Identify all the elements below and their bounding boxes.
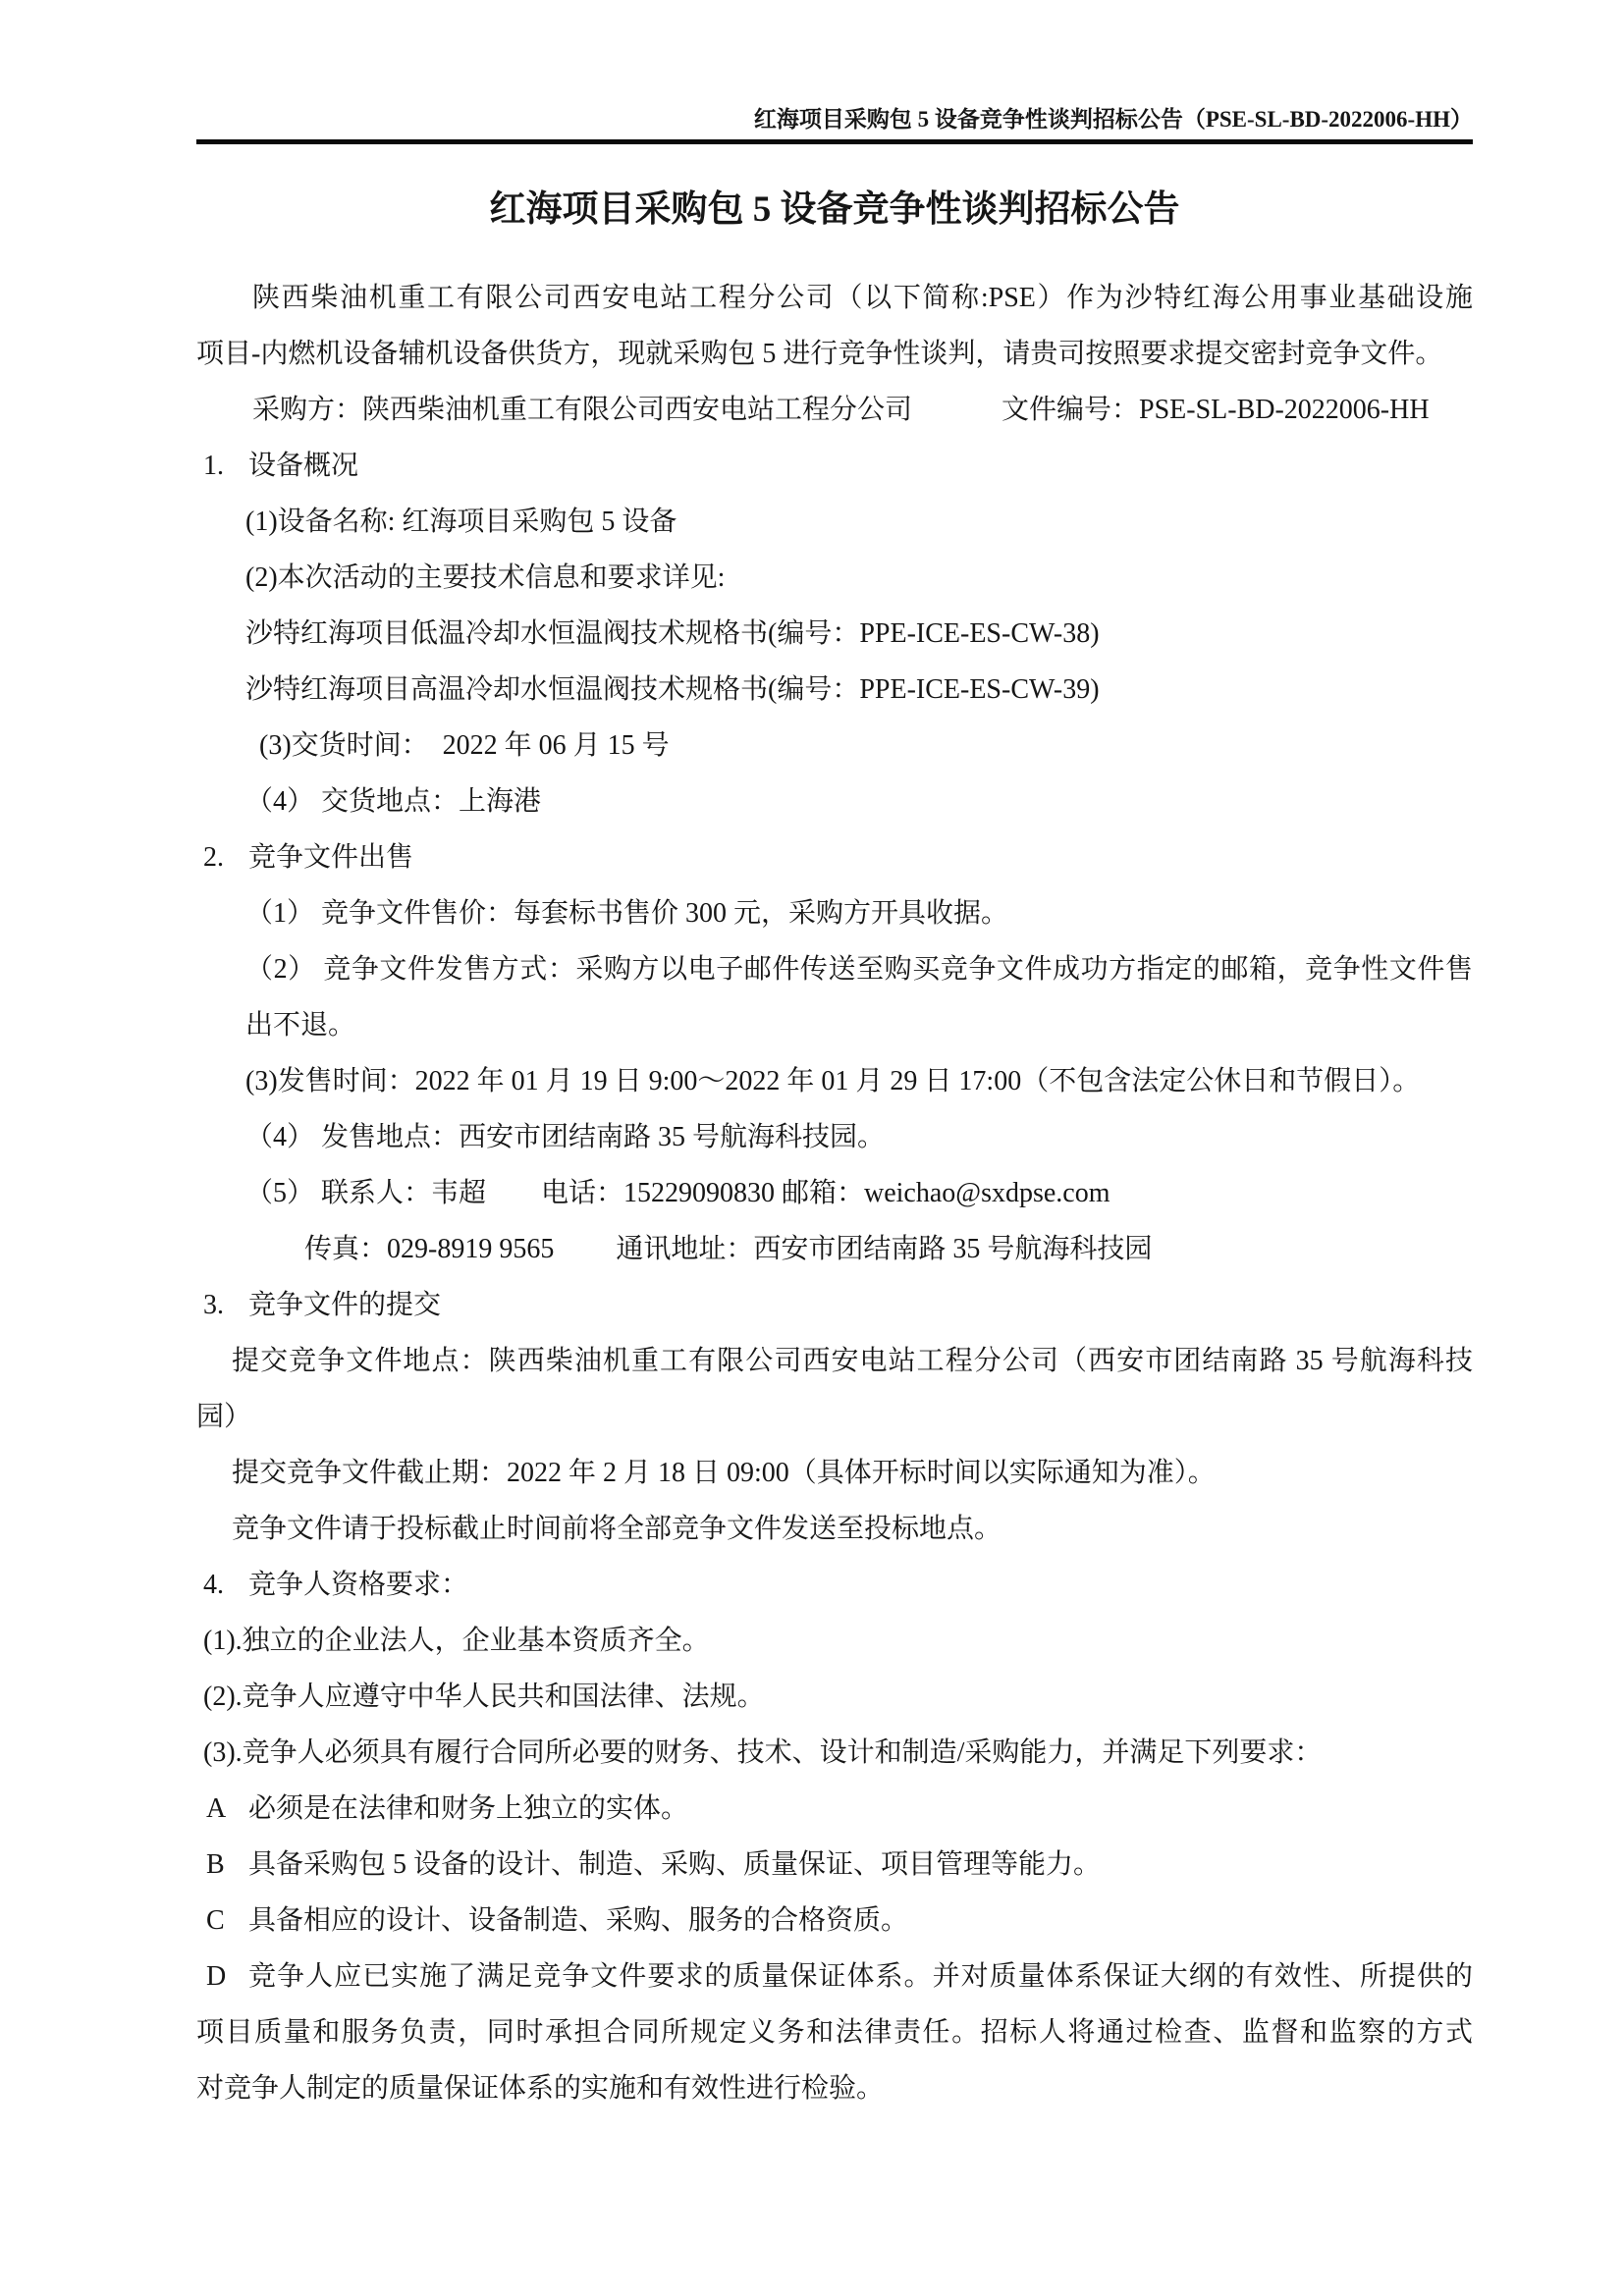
spec-high-temp: 沙特红海项目高温冷却水恒温阀技术规格书(编号：PPE-ICE-ES-CW-39) [245,674,1100,705]
submit-place-2: 园） [196,1402,252,1432]
header-title-line: 红海项目采购包 5 设备竞争性谈判招标公告（PSE-SL-BD-2022006-HH） [196,106,1473,144]
requirement-b-text: 具备采购包 5 设备的设计、制造、采购、质量保证、项目管理等能力。 [248,1849,1102,1880]
submit-note: 竞争文件请于投标截止时间前将全部竞争文件发送至投标地点。 [232,1514,1002,1544]
requirement-d-2: 项目质量和服务负责，同时承担合同所规定义务和法律责任。招标人将通过检查、监督和监察的方式 [196,2017,1473,2048]
section-3-heading [196,1277,1473,1333]
section-1-heading [196,438,1473,494]
section-4-heading-marker: 4. [203,1570,224,1600]
submit-place-1: 提交竞争文件地点：陕西柴油机重工有限公司西安电站工程分公司（西安市团结南路 35 号航海科技 [232,1346,1473,1376]
qualification-2: (2).竞争人应遵守中华人民共和国法律、法规。 [203,1682,765,1712]
section-2-heading [196,829,1473,885]
requirement-c [196,1893,1473,1949]
requirement-d-1-marker: D [206,1961,227,1992]
doc-delivery-method-1: （2） 竞争文件发售方式：采购方以电子邮件传送至购买竞争文件成功方指定的邮箱，竞争性文件售 [245,954,1473,985]
submit-deadline: 提交竞争文件截止期：2022 年 2 月 18 日 09:00（具体开标时间以实际通知为准）。 [232,1458,1216,1488]
equipment-name: (1)设备名称: 红海项目采购包 5 设备 [245,507,677,537]
requirement-a [196,1781,1473,1837]
section-2-heading-marker: 2. [203,842,224,873]
delivery-time: (3)交货时间： 2022 年 06 月 15 号 [259,730,670,761]
section-1-heading-marker: 1. [203,451,224,481]
section-4-heading-text: 竞争人资格要求： [248,1570,469,1600]
document-body [196,270,1473,2116]
delivery-place: （4） 交货地点：上海港 [245,786,542,817]
requirement-c-text: 具备相应的设计、设备制造、采购、服务的合格资质。 [248,1905,909,1936]
requirement-b-marker: B [206,1849,225,1880]
requirement-a-text: 必须是在法律和财务上独立的实体。 [248,1793,689,1824]
intro-line-2: 项目-内燃机设备辅机设备供货方，现就采购包 5 进行竞争性谈判，请贵司按照要求提交密封竞争文件。 [196,339,1443,369]
section-3-heading-text: 竞争文件的提交 [248,1290,442,1320]
section-4-heading [196,1557,1473,1613]
requirement-d-1 [196,1949,1473,2004]
requirement-d-3: 对竞争人制定的质量保证体系的实施和有效性进行检验。 [196,2073,885,2104]
qualification-3: (3).竞争人必须具有履行合同所必要的财务、技术、设计和制造/采购能力，并满足下列要求： [203,1737,1323,1768]
sale-place: （4） 发售地点：西安市团结南路 35 号航海科技园。 [245,1122,886,1152]
section-2-heading-text: 竞争文件出售 [248,842,414,873]
document-title: 红海项目采购包 5 设备竞争性谈判招标公告 [489,189,1180,230]
tech-info-intro: (2)本次活动的主要技术信息和要求详见: [245,562,726,593]
section-3-heading-marker: 3. [203,1290,224,1320]
doc-delivery-method-2: 出不退。 [245,1010,356,1041]
intro-line-1: 陕西柴油机重工有限公司西安电站工程分公司（以下简称:PSE）作为沙特红海公用事业基础设施 [252,283,1473,313]
requirement-a-marker: A [206,1793,227,1824]
contact-line: （5） 联系人：韦超 电话：15229090830 邮箱：weichao@sxdpse.com [245,1178,1110,1208]
requirement-c-marker: C [206,1905,225,1936]
qualification-1: (1).独立的企业法人，企业基本资质齐全。 [203,1626,710,1656]
requirement-d-1-text: 竞争人应已实施了满足竞争文件要求的质量保证体系。并对质量体系保证大纲的有效性、所提供的 [248,1961,1473,1992]
sale-time: (3)发售时间：2022 年 01 月 19 日 9:00～2022 年 01 月 29 日 17:00（不包含法定公休日和节假日）。 [245,1066,1421,1096]
meta-line: 采购方：陕西柴油机重工有限公司西安电站工程分公司 文件编号：PSE-SL-BD-2022006-HH [252,395,1430,425]
section-1-heading-text: 设备概况 [248,451,359,481]
doc-price: （1） 竞争文件售价：每套标书售价 300 元，采购方开具收据。 [245,898,1009,929]
page-header [196,0,1473,144]
spec-low-temp: 沙特红海项目低温冷却水恒温阀技术规格书(编号：PPE-ICE-ES-CW-38) [245,618,1100,649]
requirement-b [196,1837,1473,1893]
fax-line: 传真：029-8919 9565 通讯地址：西安市团结南路 35 号航海科技园 [304,1234,1153,1264]
